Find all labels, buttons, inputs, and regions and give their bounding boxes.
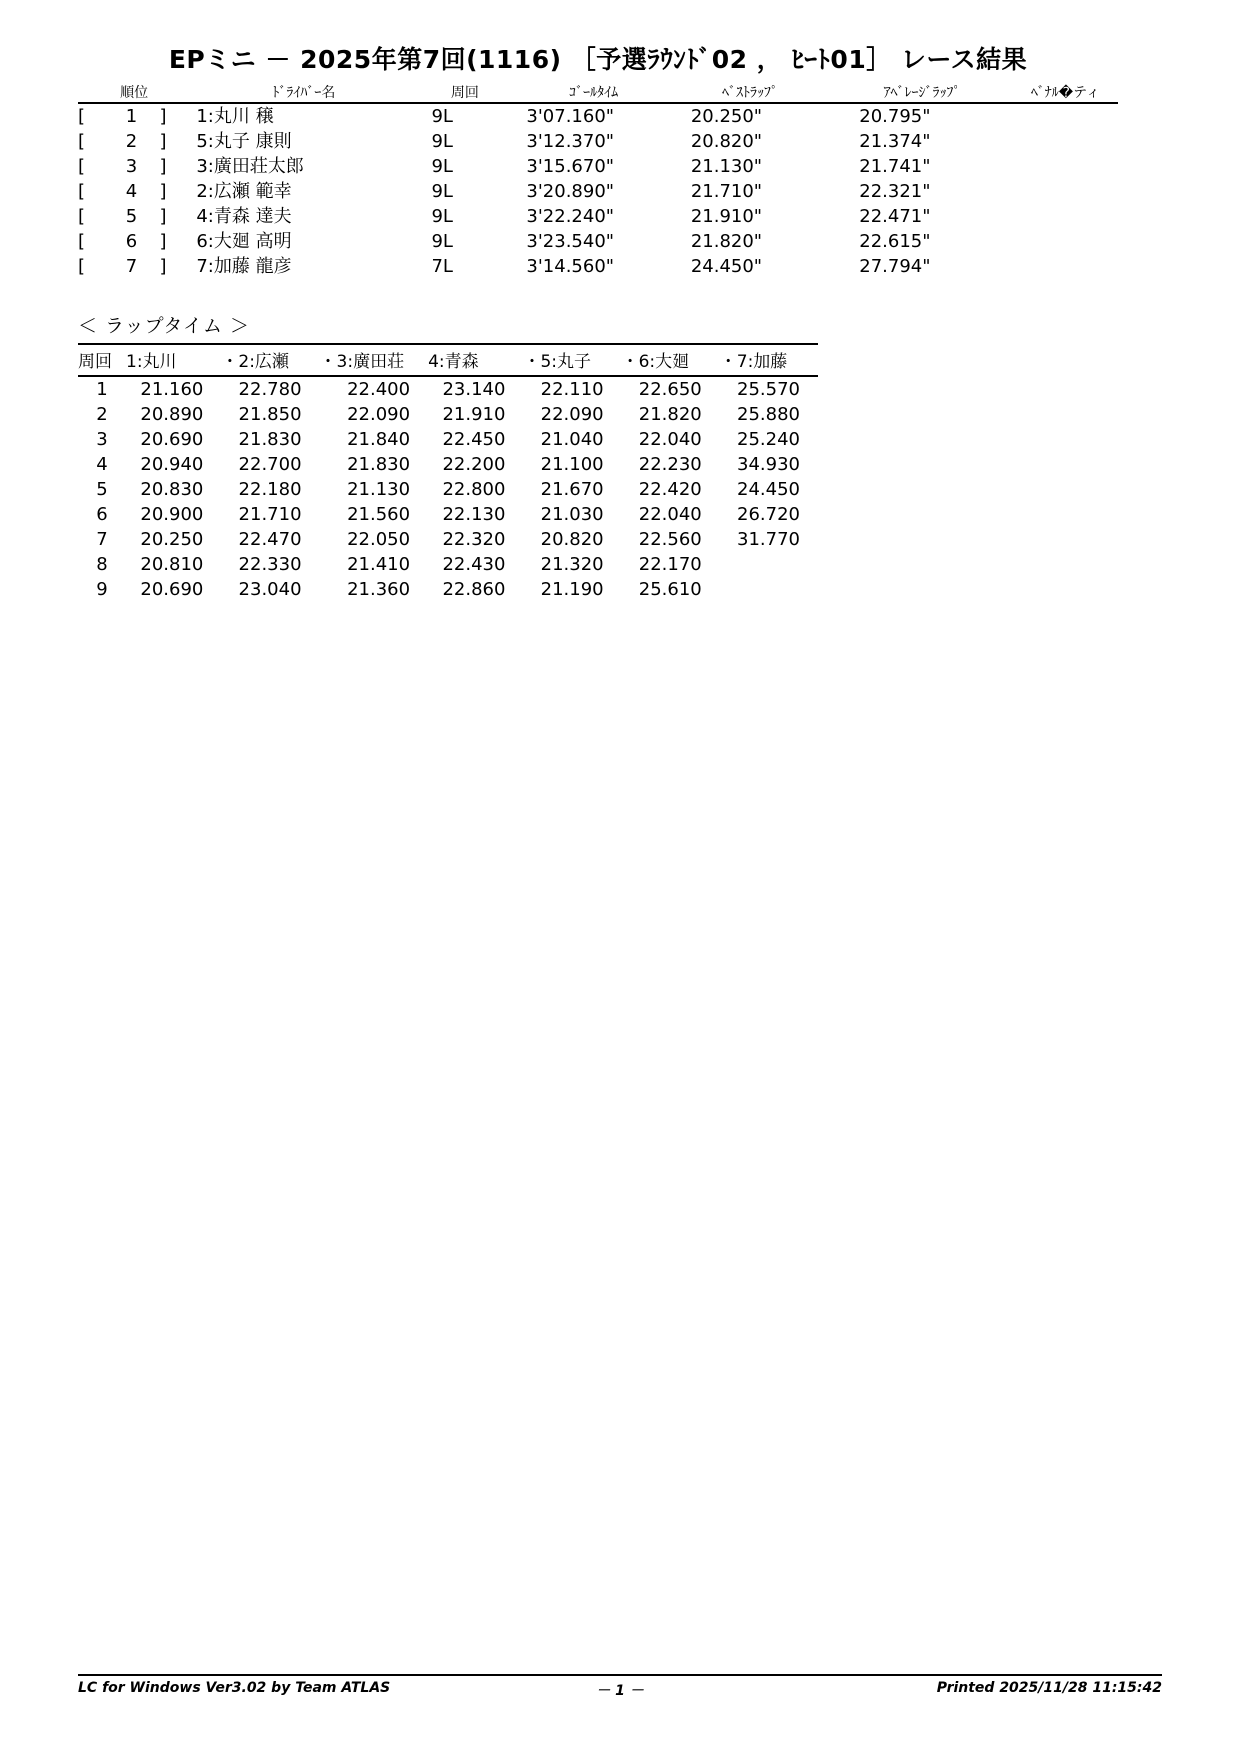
lap-row [78,577,818,602]
best-lap-value: 21.130" [690,156,763,177]
laps-value: 9L [431,181,453,202]
lap-time-driver-3: 22.400 [347,379,411,400]
lap-time-driver-4: 22.860 [442,579,506,600]
average-lap-value: 22.321" [859,181,931,202]
lap-time-driver-3: 21.840 [347,429,411,450]
lap-row [78,452,818,477]
lap-time-driver-6: 25.610 [638,579,702,600]
average-lap-value: 22.471" [859,206,931,227]
lap-time-driver-4: 22.130 [442,504,506,525]
lap-number: 4 [96,454,108,475]
position-value: 4 [125,181,138,202]
lap-time-driver-4: 22.320 [442,529,506,550]
goal-time-value: 3'22.240" [526,206,615,227]
position-value: 6 [125,231,138,252]
lap-time-driver-5: 22.110 [540,379,604,400]
lap-row [78,427,818,452]
goal-time-value: 3'20.890" [526,181,615,202]
lap-time-driver-7: 26.720 [737,504,800,525]
lap-number: 9 [96,579,108,600]
lap-time-driver-4: 23.140 [442,379,506,400]
lap-number: 7 [96,529,108,550]
table-row [78,129,1118,154]
lap-time-driver-1: 20.830 [140,479,204,500]
lap-time-driver-6: 22.170 [638,554,702,575]
driver-name-value: 1:丸川 穣 [196,106,274,127]
position-value: 5 [125,206,138,227]
best-lap-value: 21.910" [690,206,763,227]
bracket-close-label: ] [159,106,167,127]
laps-value: 9L [431,156,453,177]
lap-time-driver-4: 22.800 [442,479,506,500]
bracket-open-label: [ [78,256,86,277]
lap-time-driver-6: 22.560 [638,529,702,550]
lap-time-driver-5: 21.320 [540,554,604,575]
laps-value: 9L [431,106,453,127]
header-goal-time: ｺﾞｰﾙﾀｲﾑ [518,82,668,103]
lap-row [78,477,818,502]
page-footer [78,1674,1162,1699]
lap-time-driver-6: 22.420 [638,479,702,500]
driver-name-value: 2:広瀬 範幸 [196,181,292,202]
best-lap-value: 20.250" [690,106,763,127]
lap-time-driver-6: 22.040 [638,429,702,450]
lap-row [78,402,818,427]
lap-time-driver-7: 34.930 [737,454,800,475]
bracket-open-label: [ [78,131,86,152]
lap-time-driver-2: 22.780 [238,379,302,400]
penalty-value [1013,229,1118,254]
lap-number: 3 [96,429,108,450]
lap-time-driver-1: 20.690 [140,579,204,600]
lap-time-driver-4: 21.910 [442,404,506,425]
lap-time-driver-3: 21.360 [347,579,411,600]
lap-time-driver-7: 25.240 [737,429,800,450]
lap-time-driver-7 [720,577,818,602]
lap-number: 1 [96,379,108,400]
bracket-open-label: [ [78,206,86,227]
bracket-close-label: ] [159,256,167,277]
lap-time-driver-4: 22.200 [442,454,506,475]
header-position: 順位 [78,82,190,103]
table-row [78,204,1118,229]
lap-time-driver-6: 22.230 [638,454,702,475]
lap-time-driver-5: 21.040 [540,429,604,450]
penalty-value [1013,204,1118,229]
goal-time-value: 3'15.670" [526,156,615,177]
bracket-open-label: [ [78,156,86,177]
page-content [78,40,1118,602]
lap-times-heading: ＜ ラップタイム ＞ [78,315,250,337]
bracket-close-label: ] [159,231,167,252]
lap-time-driver-2: 21.830 [238,429,302,450]
lap-time-driver-6: 21.820 [638,404,702,425]
lap-time-driver-3: 21.130 [347,479,411,500]
lap-time-driver-2: 22.470 [238,529,302,550]
lap-header-driver-2: ・2:広瀬 [221,344,319,376]
lap-time-driver-2: 22.180 [238,479,302,500]
lap-time-driver-5: 22.090 [540,404,604,425]
table-row [78,229,1118,254]
lap-header-driver-7: ・7:加藤 [720,344,818,376]
average-lap-value: 27.794" [859,256,931,277]
position-value: 1 [125,106,138,127]
lap-time-driver-7: 25.880 [737,404,800,425]
lap-body [78,376,818,602]
lap-row [78,552,818,577]
best-lap-value: 21.820" [690,231,763,252]
lap-header-driver-5: ・5:丸子 [523,344,621,376]
header-laps: 周回 [411,82,518,103]
lap-time-driver-7: 31.770 [737,529,800,550]
table-row [78,179,1118,204]
page-title: EPミニ － 2025年第7回(1116) ［予選ﾗｳﾝﾄﾞ02 ， ﾋｰﾄ01］ レース結果 [168,45,1028,74]
penalty-value [1013,103,1118,129]
lap-time-driver-1: 20.940 [140,454,204,475]
bracket-close-label: ] [159,131,167,152]
lap-time-driver-3: 22.050 [347,529,411,550]
driver-name-value: 7:加藤 龍彦 [196,256,292,277]
bracket-close-label: ] [159,181,167,202]
lap-time-driver-3: 22.090 [347,404,411,425]
driver-name-value: 4:青森 達夫 [196,206,292,227]
lap-number: 8 [96,554,108,575]
average-lap-value: 21.374" [859,131,931,152]
lap-time-driver-1: 20.890 [140,404,204,425]
header-best-lap: ﾍﾞｽﾄﾗｯﾌﾟ [669,82,831,103]
lap-time-driver-7: 24.450 [737,479,800,500]
driver-name-value: 5:丸子 康則 [196,131,292,152]
goal-time-value: 3'07.160" [526,106,615,127]
lap-time-driver-2: 21.710 [238,504,302,525]
header-driver: ﾄﾞﾗｲﾊﾞｰ名 [190,82,411,103]
lap-times-table [78,343,818,602]
best-lap-value: 21.710" [690,181,763,202]
lap-header-driver-1: 1:丸川 [126,344,221,376]
table-row [78,254,1118,279]
penalty-value [1013,154,1118,179]
penalty-value [1013,254,1118,279]
lap-time-driver-1: 20.900 [140,504,204,525]
lap-row [78,527,818,552]
lap-time-driver-5: 21.030 [540,504,604,525]
lap-number: 5 [96,479,108,500]
lap-time-driver-5: 21.100 [540,454,604,475]
driver-name-value: 3:廣田荘太郎 [196,156,304,177]
lap-header-driver-6: ・6:大廻 [622,344,720,376]
bracket-close-label: ] [159,206,167,227]
lap-header-row [78,344,818,376]
header-penalty: ﾍﾞﾅﾙ�ティ [1013,82,1118,103]
lap-time-driver-1: 20.250 [140,529,204,550]
lap-time-driver-4: 22.450 [442,429,506,450]
laps-value: 9L [431,231,453,252]
goal-time-value: 3'12.370" [526,131,615,152]
bracket-open-label: [ [78,106,86,127]
lap-time-driver-2: 22.330 [238,554,302,575]
lap-time-driver-3: 21.560 [347,504,411,525]
bracket-open-label: [ [78,231,86,252]
footer-app-name: LC for Windows Ver3.02 by Team ATLAS [78,1680,391,1696]
lap-time-driver-2: 23.040 [238,579,302,600]
bracket-open-label: [ [78,181,86,202]
lap-time-driver-4: 22.430 [442,554,506,575]
lap-row [78,376,818,402]
lap-time-driver-6: 22.040 [638,504,702,525]
lap-time-driver-1: 20.810 [140,554,204,575]
lap-header-driver-3: ・3:廣田荘 [320,344,429,376]
lap-time-driver-2: 21.850 [238,404,302,425]
penalty-value [1013,129,1118,154]
goal-time-value: 3'23.540" [526,231,615,252]
average-lap-value: 20.795" [859,106,931,127]
lap-time-driver-6: 22.650 [638,379,702,400]
lap-time-driver-5: 21.670 [540,479,604,500]
lap-time-driver-7: 25.570 [737,379,800,400]
best-lap-value: 24.450" [690,256,763,277]
laps-value: 9L [431,206,453,227]
lap-time-driver-2: 22.700 [238,454,302,475]
position-value: 3 [125,156,138,177]
lap-row [78,502,818,527]
lap-number: 6 [96,504,108,525]
lap-time-driver-5: 21.190 [540,579,604,600]
footer-page-number: － 1 － [596,1683,644,1699]
position-value: 2 [125,131,138,152]
laps-value: 9L [431,131,453,152]
lap-header-driver-4: 4:青森 [428,344,523,376]
average-lap-value: 22.615" [859,231,931,252]
lap-time-driver-3: 21.830 [347,454,411,475]
lap-time-driver-1: 20.690 [140,429,204,450]
lap-header-lap: 周回 [78,344,126,376]
footer-print-timestamp: Printed 2025/11/28 11:15:42 [936,1680,1162,1696]
position-value: 7 [125,256,138,277]
result-header-row [78,82,1118,103]
penalty-value [1013,179,1118,204]
laps-value: 7L [431,256,453,277]
average-lap-value: 21.741" [859,156,931,177]
lap-number: 2 [96,404,108,425]
table-row [78,154,1118,179]
lap-time-driver-1: 21.160 [140,379,204,400]
race-result-table [78,82,1118,279]
goal-time-value: 3'14.560" [526,256,615,277]
lap-time-driver-5: 20.820 [540,529,604,550]
bracket-close-label: ] [159,156,167,177]
lap-time-driver-7 [720,552,818,577]
lap-time-driver-3: 21.410 [347,554,411,575]
result-body [78,103,1118,279]
table-row [78,103,1118,129]
header-average-lap: ｱﾍﾞﾚｰｼﾞﾗｯﾌﾟ [831,82,1013,103]
best-lap-value: 20.820" [690,131,763,152]
driver-name-value: 6:大廻 高明 [196,231,292,252]
